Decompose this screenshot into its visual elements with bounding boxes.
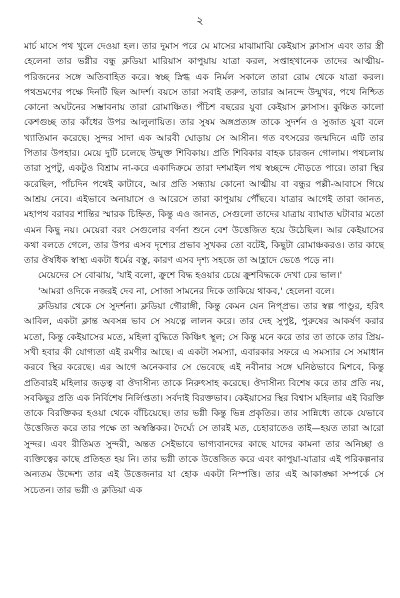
paragraph: মেয়েদের সে বোঝায়, 'যাই বলো, ক্রুশে বিদ্ধ হওয়ার চেয়ে ক্রুশবিদ্ধকে দেখা ঢের ভাল।' [38, 271, 343, 282]
page-number: ২ [196, 14, 204, 27]
paragraph: ক্লডিয়ার থেকে সে সুদর্শনা। ক্লডিয়া গৌরাঙ্গী, কিন্তু কেমন যেন নিপ্প্রভ। তার স্বল্প পাণ্ডুর, হরিৎ আবিল, একটা ক্লান্ত অবসন্ন ভাব সে সযত্নে লালন করে। তার দেহ সুপুষ্ট, পুরুষের আকর্ষণ করার মতো, কিন্তু কেইয়াসের মতে, মহিলা বুদ্ধিতে কিঞ্চিৎ স্থূল; সে কিন্তু মনে করে তার তা তাকে তার প্রিয়-সখী হবার কী যোগ্যতা এই রমণীর আছে। এ একটা সমস্যা, এবারকার সফরে এ সমস্যার সে সমাধান করবে স্থির করেছে। এর আগে অনেকবার সে ভেবেছে এই নবীনার সঙ্গে ঘনিষ্ঠভাবে মিশবে, কিন্তু প্রতিবারই মহিলার জড়ত্ব বা ঔদাসীন্য তাকে নিরুৎসাহ করেছে। ঔদাসীন্য বিশেষ করে তার প্রতি নয়, সবকিছুর প্রতি এক নির্বিশেষ নির্লিপ্ততা। সর্বদাই বিরক্তভাব। কেইয়াসের স্থির বিশ্বাস মহিলার এই বিরক্তি তাকে বিরক্তিকর হওয়া থেকে বাঁচিয়েছে। তার ভগ্নী কিন্তু ভিন্ন প্রকৃতির। তার সান্নিধ্যে তাকে যেভাবে উত্তেজিত করে তার পক্ষে তা অস্বস্তিকর। দৈর্ঘ্যে সে তারই মত, চেহারাতেও তাই—হয়ত তারা আরো সুন্দর। এবং রীতিমত সুন্দরী, অন্তত সেইভাবে ভাগ্যবানদের কাছে যাদের কামনা তার অনিচ্ছা ও ব্যক্তিত্বের কাছে প্রতিহত হয় নি। তার ভগ্নী তাকে উত্তেজিত করে এবং কাপুয়া-যাত্রার এই পরিকল্পনার অন্যতম উদ্দেশ্য তার এই উত্তেজনার যা হোক একটা নিস্পত্তি। তার এই আকাঙ্ক্ষা সম্পর্কে সে সচেতন। তার ভগ্নী ও ক্লডিয়া এক [24, 302, 384, 496]
body-text [24, 40, 384, 499]
paragraph: মার্চ মাসে পথ খুলে দেওয়া হল। তার দুমাস পরে মে মাসের মাঝামাঝি কেইয়াস ক্লাসাস এবং তার স্ত্রী হেলেনা তার ভগ্নীর বন্ধু ক্লডিয়া মারিয়াস কাপুয়ায় যাত্রা করল, সপ্তাহখানেক তাদের আত্মীয়-পরিজনের সঙ্গে অতিবাহিত করে। স্বচ্ছ স্নিগ্ধ এক নির্মল সকালে তারা রোম থেকে যাত্রা করল। পথভ্রমণের পক্ষে দিনটি ছিল আদর্শ। বয়সে তারা সবাই তরুণ, তারার আনন্দে উন্মুখর, পথে নিশ্চিত কোনো অঘটনের সম্ভাবনায় তারা রোমাঞ্চিত। পঁচিশ বছরের যুবা কেইয়াস ক্লাসাস। কুঞ্চিত কালো কেশগুচ্ছ তার কাঁধের উপর আলুলায়িত। তার সুষম অঙ্গপ্রত্যঙ্গ তাকে সুদর্শন ও সুজাত যুবা বলে খ্যাতিমান করেছে। সুন্দর সাদা এক আরবী ঘোড়ায় সে আসীন। গত বৎসরের জন্মদিনে এটি তার পিতার উপহার। মেয়ে দুটি চলেছে উন্মুক্ত শিবিকায়। প্রতি শিবিকার বাহক চারজন গোলাম। পথচলায় তারা সুপটু, একটুও বিশ্রাম না-করে একাদিক্রমে তারা দশমাইল পথ স্বচ্ছন্দে দৌড়তে পারে। তারা স্থির করেছিল, পাঁচদিন পথেই কাটাবে, আর প্রতি সন্ধ্যায় কোনো আত্মীয় বা বন্ধুর পল্লী-আবাসে গিয়ে আশ্রয় নেবে। এইভাবে অনায়াসে ও আরেসে তারা কাপুয়ায় পৌঁছবে। যাত্রার আগেই তারা জানত, মহাপথ বরাবর শান্তির স্মারক চিহ্নিত, কিন্তু এও জানত, সেগুলো তাদের যাত্রায় ব্যাঘাত ঘটাবার মতো এমন কিছু নয়। মেয়েরা বরং সেগুলোর বর্ণনা শুনে বেশ উত্তেজিত হয়ে উঠেছিল। আর কেইয়াসের কথা বলতে গেলে, তার উপর এসব দৃশ্যের প্রভাব সুখকর তো বটেই, কিছুটা রোমাঞ্চকরও। তার কাছে তার ঔষধিক স্বাস্থ্য একটা ধর্মের বস্তু, কারণ এসব দৃশ্য সহজে তা আহ্লাদে ভেঙে পড়ে না। [24, 42, 384, 267]
paragraph: 'আমরা ওদিকে নজরই দেব না, সোজা সামনের দিকে তাকিয়ে থাকব,' হেলেনা বলে। [38, 286, 335, 297]
